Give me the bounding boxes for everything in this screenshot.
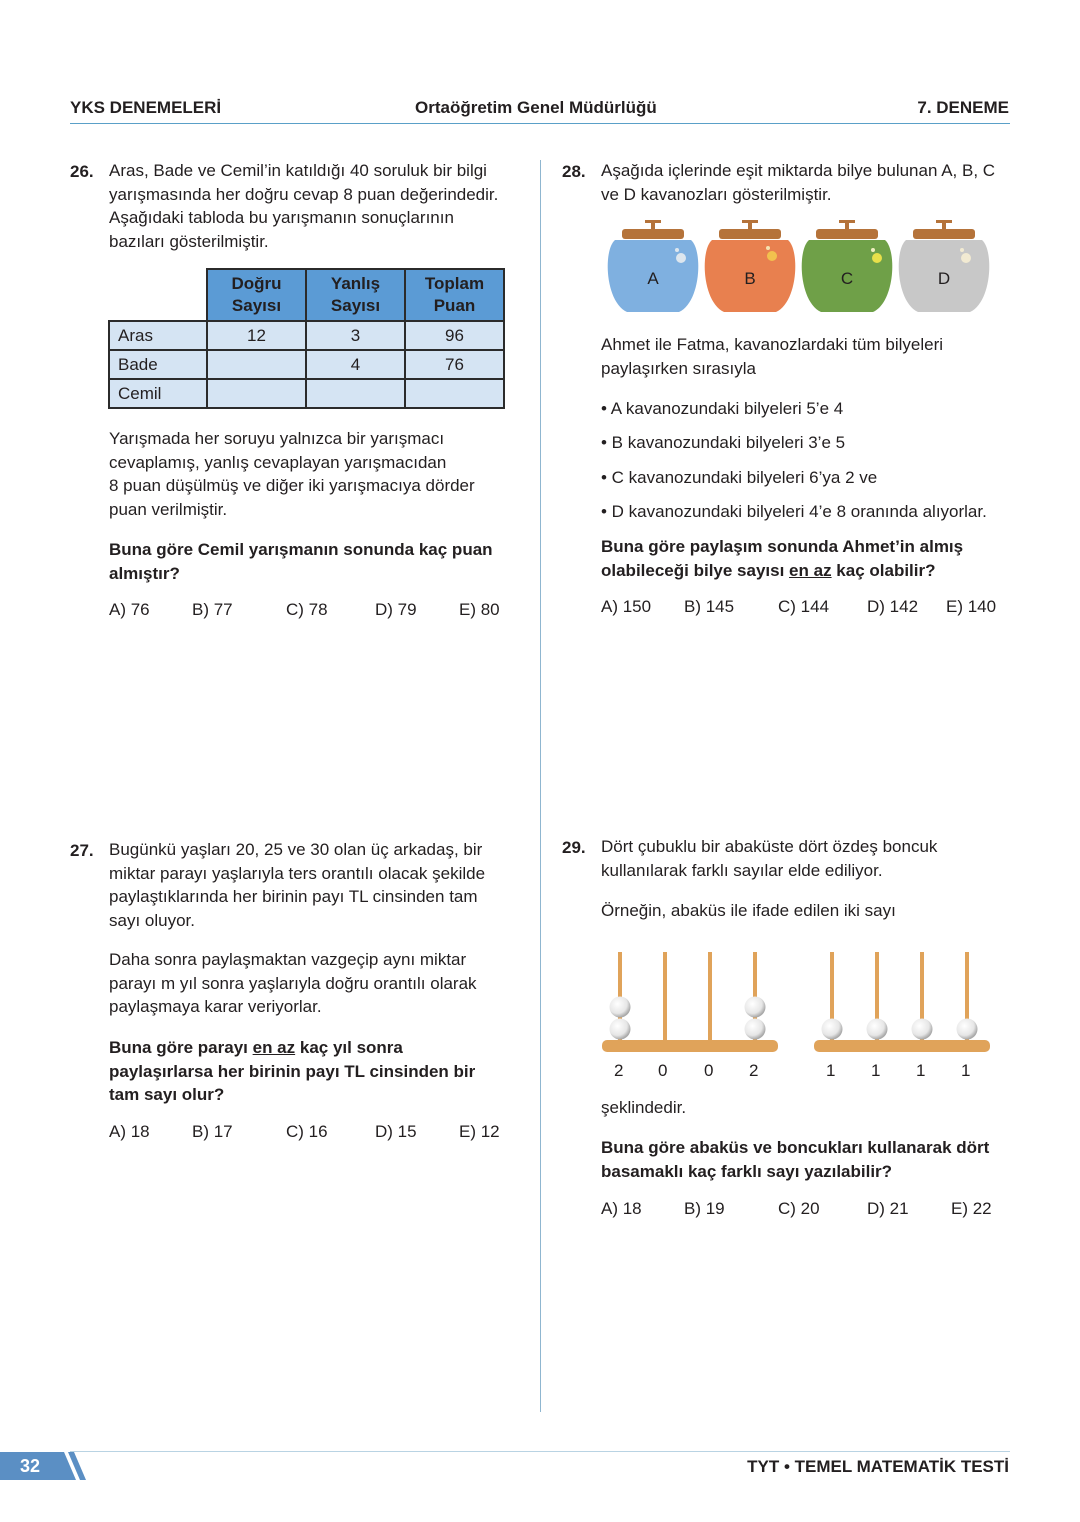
option-a[interactable]: A) 18 xyxy=(109,1122,150,1141)
option-b[interactable]: B) 19 xyxy=(684,1199,725,1218)
q27-question: Buna göre parayı en az kaç yıl sonra paylaşırlarsa her birinin payı TL cinsinden bir tam sayı olur? xyxy=(109,1038,476,1104)
option-a[interactable]: A) 76 xyxy=(109,600,150,619)
abacus-rod xyxy=(663,952,667,1042)
q27-paragraph-2: Daha sonra paylaşmaktan vazgeçip aynı miktar parayı m yıl sonra yaşlarıyla doğru orantılı olarak paylaşmaya karar veriyorlar. xyxy=(109,950,477,1016)
jar-c xyxy=(802,220,893,312)
q28-bullet: • B kavanozundaki bilyeleri 3’e 5 xyxy=(601,433,846,452)
q28-question: Buna göre paylaşım sonunda Ahmet’in almış olabileceği bilye sayısı en az kaç olabilir? xyxy=(601,537,964,580)
jar-label: C xyxy=(840,269,854,288)
table-corner xyxy=(109,269,207,321)
footer-title: TYT • TEMEL MATEMATİK TESTİ xyxy=(747,1457,1009,1476)
q29-intro: Dört çubuklu bir abaküste dört özdeş boncuk kullanılarak farklı sayılar elde ediliyor. xyxy=(601,837,938,880)
abacus-bead xyxy=(745,997,766,1018)
abacus-bead xyxy=(745,1019,766,1040)
q27-options xyxy=(0,1122,540,1146)
jar-a xyxy=(608,220,699,312)
table-row xyxy=(109,350,504,379)
q26-results-table xyxy=(108,268,505,409)
abacus-1-digit: 0 xyxy=(658,1061,668,1080)
option-b[interactable]: B) 17 xyxy=(192,1122,233,1141)
abacus-1 xyxy=(602,952,778,1052)
jar-b xyxy=(705,220,796,312)
abacus-rod xyxy=(708,952,712,1042)
q28-intro: Aşağıda içlerinde eşit miktarda bilye bulunan A, B, C ve D kavanozları gösterilmiştir. xyxy=(601,161,996,204)
q29-question: Buna göre abaküs ve boncukları kullanarak dört basamaklı kaç farklı sayı yazılabilir? xyxy=(601,1138,990,1181)
header-right: 7. DENEME xyxy=(917,98,1009,117)
cell-yanlis: 3 xyxy=(306,321,405,350)
option-c[interactable]: C) 78 xyxy=(286,600,328,619)
option-e[interactable]: E) 80 xyxy=(459,600,500,619)
cell-yanlis xyxy=(306,379,405,408)
q26-intro-line: Aşağıdaki tabloda bu yarışmanın sonuçlarının xyxy=(109,208,454,227)
q29-options xyxy=(0,1199,1080,1223)
abacus-2-digit: 1 xyxy=(961,1061,971,1080)
q28-number: 28. xyxy=(562,162,586,181)
abacus-2-digit: 1 xyxy=(871,1061,881,1080)
q26-rules: Yarışmada her soruyu yalnızca bir yarışmacı cevaplamış, yanlış cevaplayan yarışmacıdan 8 puan düşülmüş ve diğer iki yarışmacıya dörder puan verilmiştir. xyxy=(109,429,475,519)
abacus-bead xyxy=(957,1019,978,1040)
q28-bullet: • A kavanozundaki bilyeleri 5’e 4 xyxy=(601,399,844,418)
table-header-toplam: Toplam Puan xyxy=(405,269,504,321)
row-name: Bade xyxy=(109,350,207,379)
option-e[interactable]: E) 140 xyxy=(946,597,997,616)
option-e[interactable]: E) 12 xyxy=(459,1122,500,1141)
q28-jars-figure xyxy=(600,212,1000,320)
q29-abacus-digits xyxy=(0,1061,1080,1085)
cell-dogru xyxy=(207,350,306,379)
q27-number: 27. xyxy=(70,841,94,860)
table-row xyxy=(109,379,504,408)
abacus-bead xyxy=(610,1019,631,1040)
option-b[interactable]: B) 145 xyxy=(684,597,735,616)
q28-bullet: • D kavanozundaki bilyeleri 4’e 8 oranında alıyorlar. xyxy=(601,502,987,521)
cell-toplam: 76 xyxy=(405,350,504,379)
abacus-2 xyxy=(814,952,990,1052)
q26-intro xyxy=(109,159,498,253)
q28-bullet: • C kavanozundaki bilyeleri 6’ya 2 ve xyxy=(601,468,878,487)
q26-intro-line: Aras, Bade ve Cemil’in katıldığı 40 soruluk bir bilgi xyxy=(109,161,487,180)
header-rule xyxy=(70,123,1010,124)
q26-intro-line: bazıları gösterilmiştir. xyxy=(109,231,269,251)
page-number: 32 xyxy=(20,1456,41,1476)
option-d[interactable]: D) 79 xyxy=(375,600,417,619)
option-c[interactable]: C) 20 xyxy=(778,1199,820,1218)
q26-intro-line: yarışmasında her doğru cevap 8 puan değerindedir. xyxy=(109,184,499,204)
option-d[interactable]: D) 142 xyxy=(867,597,919,616)
jar-label: B xyxy=(744,269,756,288)
option-e[interactable]: E) 22 xyxy=(951,1199,992,1218)
q27-paragraph-1: Bugünkü yaşları 20, 25 ve 30 olan üç arkadaş, bir miktar parayı yaşlarıyla ters orantılı olacak şekilde paylaştıklarında her birinin payı TL cinsinden tam sayı oluyor. xyxy=(109,840,486,930)
abacus-2-digit: 1 xyxy=(826,1061,836,1080)
q26-number: 26. xyxy=(70,162,94,181)
jar-label: A xyxy=(647,269,659,288)
abacus-bead xyxy=(610,997,631,1018)
header-left: YKS DENEMELERİ xyxy=(70,98,222,117)
table-header-yanlis: Yanlış Sayısı xyxy=(306,269,405,321)
q26-question: Buna göre Cemil yarışmanın sonunda kaç puan almıştır? xyxy=(109,540,493,583)
header-center: Ortaöğretim Genel Müdürlüğü xyxy=(415,98,657,117)
option-c[interactable]: C) 144 xyxy=(778,597,830,616)
abacus-bead xyxy=(867,1019,888,1040)
q28-paragraph-2: Ahmet ile Fatma, kavanozlardaki tüm bilyeleri paylaşırken sırasıyla xyxy=(601,335,944,378)
cell-dogru: 12 xyxy=(207,321,306,350)
jar-d xyxy=(899,220,990,312)
q29-number: 29. xyxy=(562,838,586,857)
abacus-bead xyxy=(822,1019,843,1040)
abacus-bead xyxy=(912,1019,933,1040)
q29-abacus-figure xyxy=(598,948,998,1056)
cell-dogru xyxy=(207,379,306,408)
cell-toplam: 96 xyxy=(405,321,504,350)
cell-toplam xyxy=(405,379,504,408)
column-divider xyxy=(540,160,541,1412)
row-name: Aras xyxy=(109,321,207,350)
option-a[interactable]: A) 150 xyxy=(601,597,652,616)
abacus-1-digit: 0 xyxy=(704,1061,714,1080)
page-number-tab xyxy=(0,1452,90,1480)
jar-label: D xyxy=(937,269,951,288)
row-name: Cemil xyxy=(109,379,207,408)
abacus-1-digit: 2 xyxy=(614,1061,624,1080)
table-header-dogru: Doğru Sayısı xyxy=(207,269,306,321)
abacus-2-digit: 1 xyxy=(916,1061,926,1080)
option-d[interactable]: D) 21 xyxy=(867,1199,909,1218)
cell-yanlis: 4 xyxy=(306,350,405,379)
option-a[interactable]: A) 18 xyxy=(601,1199,642,1218)
option-c[interactable]: C) 16 xyxy=(286,1122,328,1141)
abacus-1-digit: 2 xyxy=(749,1061,759,1080)
footer-rule xyxy=(70,1451,1010,1452)
q29-example: Örneğin, abaküs ile ifade edilen iki sayı xyxy=(601,901,896,920)
option-d[interactable]: D) 15 xyxy=(375,1122,417,1141)
table-row xyxy=(109,321,504,350)
q28-options xyxy=(0,597,1080,621)
q29-tail: şeklindedir. xyxy=(601,1098,687,1117)
option-b[interactable]: B) 77 xyxy=(192,600,233,619)
